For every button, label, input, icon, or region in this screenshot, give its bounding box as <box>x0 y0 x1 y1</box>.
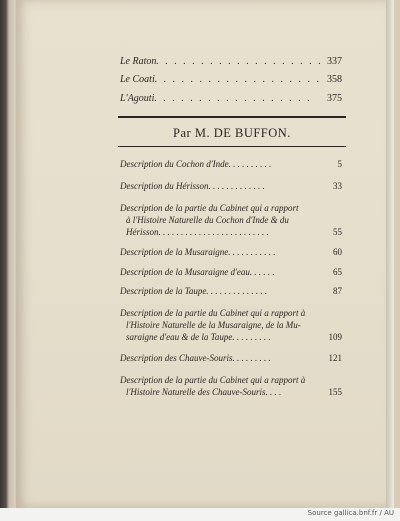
toc-entry-page: 337 <box>327 56 342 67</box>
description-page: 87 <box>333 286 342 296</box>
description-entry: 33 Description du Hérisson. . . . . . . . . . . . . <box>120 181 342 191</box>
toc-entry-title: Le Coati <box>120 74 155 85</box>
description-page: 155 <box>328 387 342 397</box>
toc-entry-page: 375 <box>327 93 342 104</box>
section-rule-bottom <box>118 146 346 147</box>
description-page: 55 <box>333 227 342 237</box>
description-page: 5 <box>337 159 342 169</box>
description-entry: Description de la partie du Cabinet qui a rapport à l'Histoire Naturelle de la Musaraigne, de la Mu- 109 saraigne d'eau & de la Taupe. . . . . . . . . <box>120 308 342 342</box>
description-page: 65 <box>333 267 342 277</box>
description-entry: 5 Description du Cochon d'Inde. . . . . . . . . . <box>120 159 342 169</box>
toc-entry-agouti: L'Agouti. . . . . . . . . . . . . . . . . . 375 <box>120 93 342 104</box>
description-page: 60 <box>333 247 342 257</box>
description-page: 33 <box>333 181 342 191</box>
description-entry: 87 Description de la Taupe. . . . . . . . . . . . . . <box>120 286 342 296</box>
description-entry: 60 Description de la Musaraigne. . . . . . . . . . . <box>120 247 342 257</box>
toc-entry-raton: Le Raton. . . . . . . . . . . . . . . . . . . 337 <box>120 56 342 67</box>
toc-entry-coati: Le Coati. . . . . . . . . . . . . . . . . . . 358 <box>120 74 342 85</box>
description-entry: 121 Description des Chauve-Souris. . . . . . . . . <box>120 353 342 363</box>
toc-entry-page: 358 <box>327 74 342 85</box>
description-entry: Description de la partie du Cabinet qui a rapport à l'Histoire Naturelle du Cochon d'Inde & du 55 Hérisson. . . . . . . . . . . . . . . . . . . . . . . . . <box>120 203 342 237</box>
description-entry: Description de la partie du Cabinet qui a rapport à 155 l'Histoire Naturelle des Chauve-Souris. . . . <box>120 375 342 397</box>
description-entry: 65 Description de la Musaraigne d'eau. . . . . . <box>120 267 342 277</box>
page-edge <box>386 0 394 508</box>
toc-entry-title: Le Raton <box>120 56 157 67</box>
section-heading: Par M. DE BUFFON. <box>173 126 291 140</box>
source-credit: Source gallica.bnf.fr / AU <box>307 509 394 517</box>
description-page: 109 <box>328 332 342 342</box>
section-rule-top <box>118 116 346 118</box>
toc-entry-title: L'Agouti <box>120 93 155 104</box>
description-page: 121 <box>328 353 342 363</box>
